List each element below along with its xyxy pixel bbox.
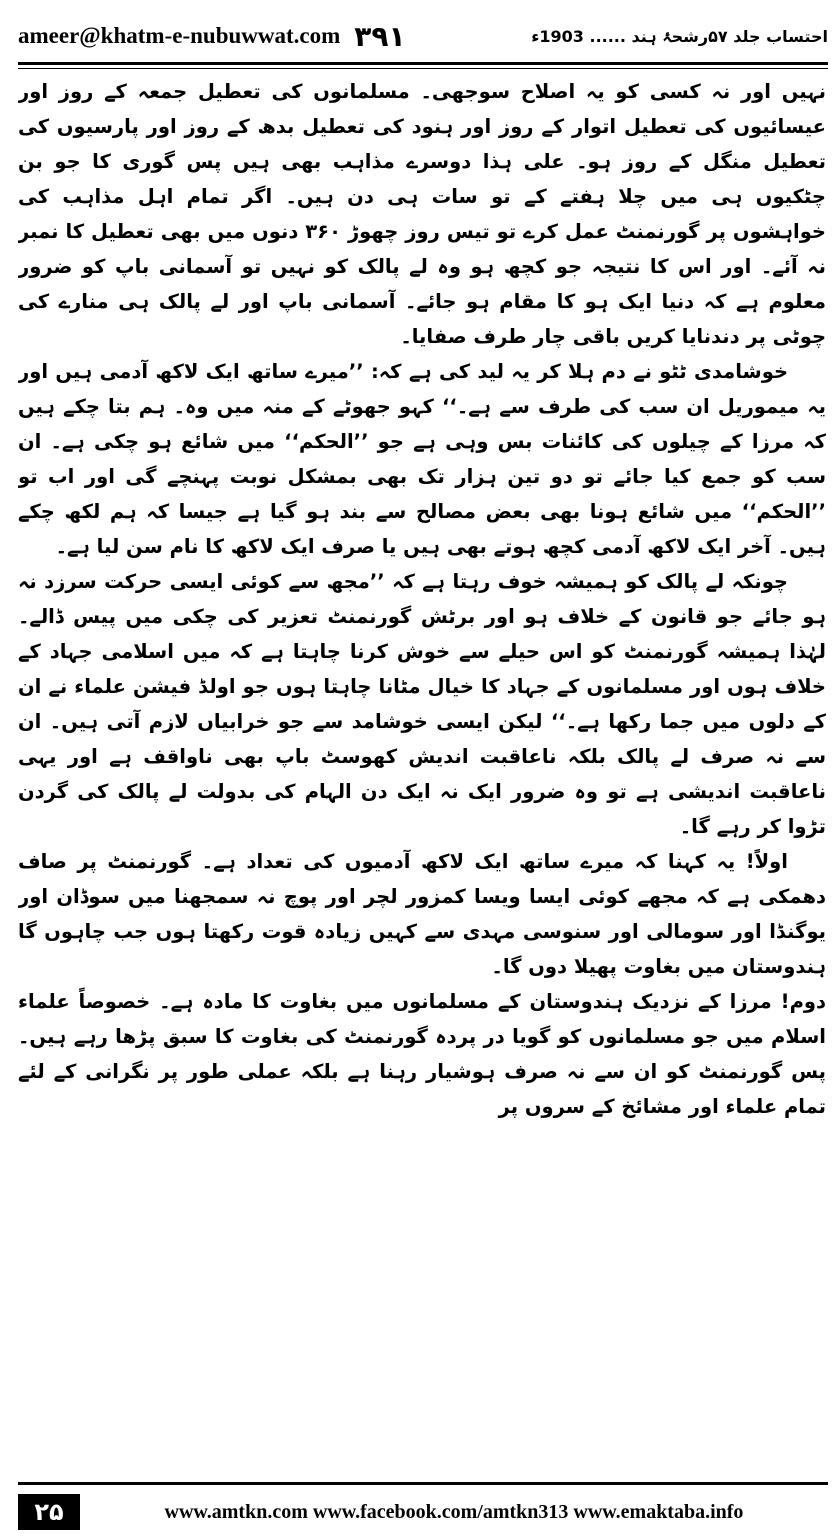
page-body: [18, 74, 826, 1478]
paragraph: چونکہ لے پالک کو ہمیشہ خوف رہتا ہے کہ ’’مجھ سے کوئی ایسی حرکت سرزد نہ ہو جائے جو قانون کے خلاف ہو اور برٹش گورنمنٹ تعزیر کی چکی میں پیس ڈالے۔ لہٰذا ہمیشہ گورنمنٹ کو اس حیلے سے خوش کرنا چاہتا ہے کہ میں اسلامی جہاد کے خلاف ہوں اور مسلمانوں کے جہاد کا خیال مٹانا چاہتا ہوں جو اولڈ فیشن علماء نے ان کے دلوں میں جما رکھا ہے۔‘‘ لیکن ایسی خوشامد سے جو خرابیاں لازم آتی ہیں۔ ان سے نہ صرف لے پالک بلکہ ناعاقبت اندیش کھوسٹ باپ بھی ناواقف ہے اور یہی ناعاقبت اندیشی ہے تو وہ ضرور ایک نہ ایک دن الہام کی بدولت لے پالک کی گردن تڑوا کر رہے گا۔: [18, 570, 826, 838]
paragraph: خوشامدی ٹٹو نے دم ہلا کر یہ لید کی ہے کہ: ’’میرے ساتھ ایک لاکھ آدمی ہیں اور یہ میموریل ان سب کی طرف سے ہے۔‘‘ کہو جھوٹے کے منہ میں وہ۔ ہم بتا چکے ہیں کہ مرزا کے چیلوں کی کائنات بس وہی ہے جو ’’الحکم‘‘ میں شائع ہو چکی ہے۔ ان سب کو جمع کیا جائے تو دو تین ہزار تک بھی بمشکل نوبت پہنچے گی اور اب تو ’’الحکم‘‘ میں شائع ہونا بھی بعض مصالح سے بند ہو گیا ہے جیسا کہ ہم لکھ چکے ہیں۔ آخر ایک لاکھ آدمی کچھ ہوتے بھی ہیں یا صرف ایک لاکھ کا نام سن لیا ہے۔: [18, 360, 826, 558]
header-left: [18, 20, 406, 53]
header-rule-thin: [18, 68, 828, 69]
header-title: احتساب جلد ۵۷رشحۂ ہند ...... 1903ء: [531, 26, 828, 46]
footer-links[interactable]: www.amtkn.com www.facebook.com/amtkn313 www.emaktaba.info: [164, 1500, 744, 1523]
page-footer: [18, 1490, 828, 1534]
paragraph: اولاً! یہ کہنا کہ میرے ساتھ ایک لاکھ آدمیوں کی تعداد ہے۔ گورنمنٹ پر صاف دھمکی ہے کہ مجھے کوئی ایسا ویسا کمزور لچر اور پوچ نہ سمجھنا میں سوڈان اور یوگنڈا اور سومالی اور سنوسی مہدی سے کہیں زیادہ قوت رکھتا ہوں جب چاہوں گا ہندوستان میں بغاوت پھیلا دوں گا۔: [18, 850, 826, 978]
header-rule: [18, 62, 828, 65]
footer-rule: [18, 1482, 828, 1485]
header-email: ameer@khatm-e-nubuwwat.com: [18, 23, 341, 48]
header-page-number: ۳۹۱: [354, 19, 406, 53]
footer-page-box: ۲۵: [18, 1494, 80, 1530]
page-header: [18, 14, 828, 58]
paragraph: نہیں اور نہ کسی کو یہ اصلاح سوجھی۔ مسلمانوں کی تعطیل جمعہ کے روز اور عیسائیوں کی تعطیل اتوار کے روز اور ہنود کی تعطیل بدھ کے روز اور پارسیوں کی تعطیل منگل کے روز ہو۔ علی ہذا دوسرے مذاہب بھی ہیں پس گوری کا جو بن چٹکیوں ہی میں چلا ہفتے کے تو سات ہی دن ہیں۔ اگر تمام اہل مذاہب کی خواہشوں پر گورنمنٹ عمل کرے تو تیس روز چھوڑ ۳۶۰ دنوں میں بھی تعطیل کا نمبر نہ آئے۔ اور اس کا نتیجہ جو کچھ ہو وہ لے پالک کو نہیں تو آسمانی باپ کو ضرور معلوم ہے کہ دنیا ایک ہو کا مقام ہو جائے۔ آسمانی باپ اور لے پالک ہی منارے کی چوٹی پر دندنایا کریں باقی چار طرف صفایا۔: [18, 80, 826, 348]
paragraph: دوم! مرزا کے نزدیک ہندوستان کے مسلمانوں میں بغاوت کا مادہ ہے۔ خصوصاً علماء اسلام میں جو مسلمانوں کو گویا در پردہ گورنمنٹ کی بغاوت کا سبق پڑھا رہے ہیں۔ پس گورنمنٹ کو ان سے نہ صرف ہوشیار رہنا ہے بلکہ عملی طور پر نگرانی کے لئے تمام علماء اور مشائخ کے سروں پر: [18, 990, 826, 1118]
